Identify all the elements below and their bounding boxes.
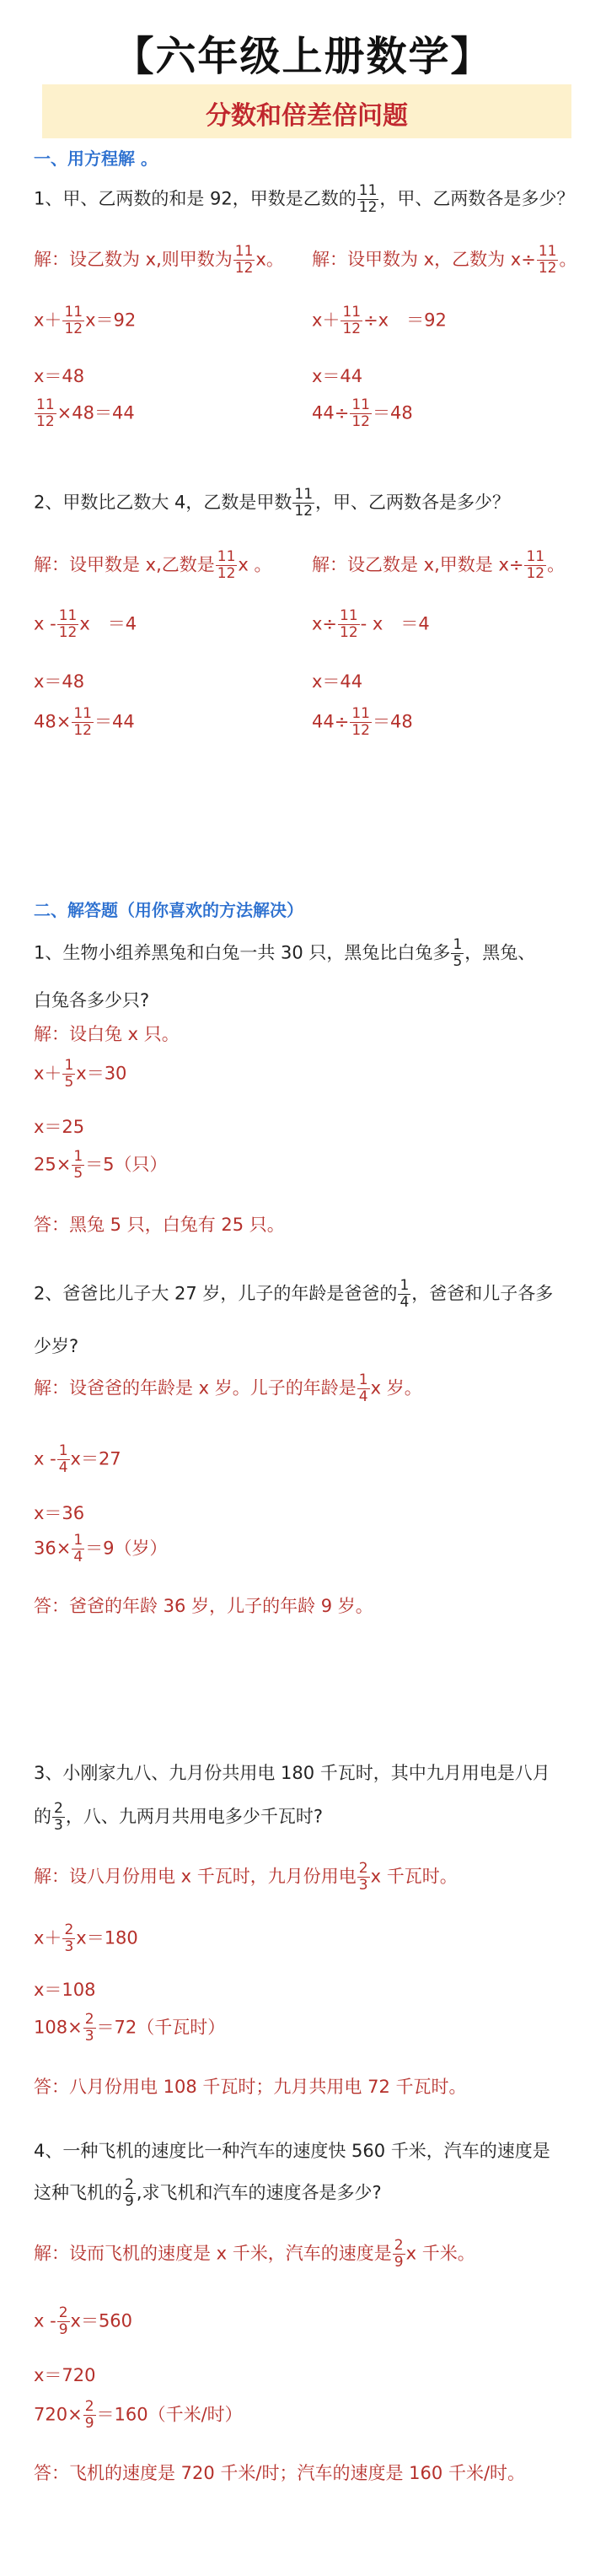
p1-eq3: 25× $\frac{1}{5}$ ＝5（只） [34,1148,168,1182]
p4-eq3: 720× $\frac{2}{9}$ ＝160（千米/时） [34,2398,243,2432]
page-title: 【六年级上册数学】 [113,33,493,80]
problem-1-line-2: 白兔各多少只? [34,990,150,1010]
p4-eq1: x - $\frac{2}{9}$ x＝560 [34,2304,133,2338]
problem-4-line-2: 这种飞机的 $\frac{2}{9}$ ,求飞机和汽车的速度各是多少? [34,2176,382,2210]
q1-right-eq1: x＋ $\frac{11}{12}$ ÷x ＝92 [312,304,447,337]
p1-eq1: x＋ $\frac{1}{5}$ x＝30 [34,1057,127,1091]
p2-setup: 解：设爸爸的年龄是 x 岁。儿子的年龄是 $\frac{1}{4}$ x 岁。 [34,1372,422,1405]
p1-eq2: x＝25 [34,1117,85,1137]
q1-right-eq3: 44÷ $\frac{11}{12}$ ＝48 [312,396,413,430]
problem-1-line-1: 1、生物小组养黑兔和白兔一共 30 只，黑兔比白兔多 $\frac{1}{5}$ ，黑兔、 [34,936,536,970]
q2-left-setup: 解：设甲数是 x,乙数是 $\frac{11}{12}$ x 。 [34,548,272,582]
q1-left-setup: 解：设乙数为 x,则甲数为 $\frac{11}{12}$ x。 [34,243,284,277]
p1-answer: 答：黑兔 5 只，白兔有 25 只。 [34,1215,285,1235]
p1-setup: 解：设白兔 x 只。 [34,1024,180,1044]
p4-eq2: x＝720 [34,2365,96,2385]
page-subtitle: 分数和倍差倍问题 [206,101,408,131]
q2-left-eq2: x＝48 [34,671,85,692]
question-1-text: 1、甲、乙两数的和是 92，甲数是乙数的 $\frac{11}{12}$ ，甲、乙两数各是多少？ [34,182,575,216]
question-2-text: 2、甲数比乙数大 4，乙数是甲数 $\frac{11}{12}$ ，甲、乙两数各是多少？ [34,486,511,520]
q1-right-setup: 解：设甲数为 x，乙数为 x÷ $\frac{11}{12}$ 。 [312,243,577,277]
p4-answer: 答：飞机的速度是 720 千米/时；汽车的速度是 160 千米/时。 [34,2463,526,2483]
q2-left-eq1: x - $\frac{11}{12}$ x ＝4 [34,607,137,641]
problem-3-line-1: 3、小刚家九八、九月份共用电 180 千瓦时，其中九月用电是八月 [34,1763,550,1783]
problem-3-line-2: 的 $\frac{2}{3}$ ，八、九两月共用电多少千瓦时? [34,1800,323,1834]
problem-2-line-1: 2、爸爸比儿子大 27 岁，儿子的年龄是爸爸的 $\frac{1}{4}$ ，爸爸和儿子各多 [34,1277,554,1311]
p2-eq3: 36× $\frac{1}{4}$ ＝9（岁） [34,1532,168,1566]
section-heading-1: 一、用方程解 。 [34,148,158,169]
section-heading-2: 二、解答题（用你喜欢的方法解决） [34,900,303,920]
p3-eq1: x＋ $\frac{2}{3}$ x＝180 [34,1921,138,1955]
p2-answer: 答：爸爸的年龄 36 岁，儿子的年龄 9 岁。 [34,1596,373,1616]
p3-setup: 解：设八月份用电 x 千瓦时，九月份用电 $\frac{2}{3}$ x 千瓦时。 [34,1860,458,1894]
p3-answer: 答：八月份用电 108 千瓦时；九月共用电 72 千瓦时。 [34,2077,467,2097]
q1-left-eq2: x＝48 [34,366,85,386]
p2-eq2: x＝36 [34,1503,85,1523]
p3-eq2: x＝108 [34,1980,96,2000]
problem-2-line-2: 少岁? [34,1336,79,1356]
p3-eq3: 108× $\frac{2}{3}$ ＝72（千瓦时） [34,2011,226,2045]
q1-left-eq3: $\frac{11}{12}$ ×48＝44 [36,396,135,430]
q2-right-eq3: 44÷ $\frac{11}{12}$ ＝48 [312,705,413,739]
fraction: $\frac{11}{12}$ [358,182,378,216]
p2-eq1: x - $\frac{1}{4}$ x＝27 [34,1442,121,1476]
q2-left-eq3: 48× $\frac{11}{12}$ ＝44 [34,705,135,739]
p4-setup: 解：设而飞机的速度是 x 千米，汽车的速度是 $\frac{2}{9}$ x 千米。 [34,2237,475,2271]
problem-4-line-1: 4、一种飞机的速度比一种汽车的速度快 560 千米，汽车的速度是 [34,2141,550,2161]
q1-right-eq2: x＝44 [312,366,363,386]
q2-right-eq2: x＝44 [312,671,363,692]
q1-left-eq1: x＋ $\frac{11}{12}$ x＝92 [34,304,137,337]
q2-right-setup: 解：设乙数是 x,甲数是 x÷ $\frac{11}{12}$ 。 [312,548,566,582]
q2-right-eq1: x÷ $\frac{11}{12}$ - x ＝4 [312,607,430,641]
